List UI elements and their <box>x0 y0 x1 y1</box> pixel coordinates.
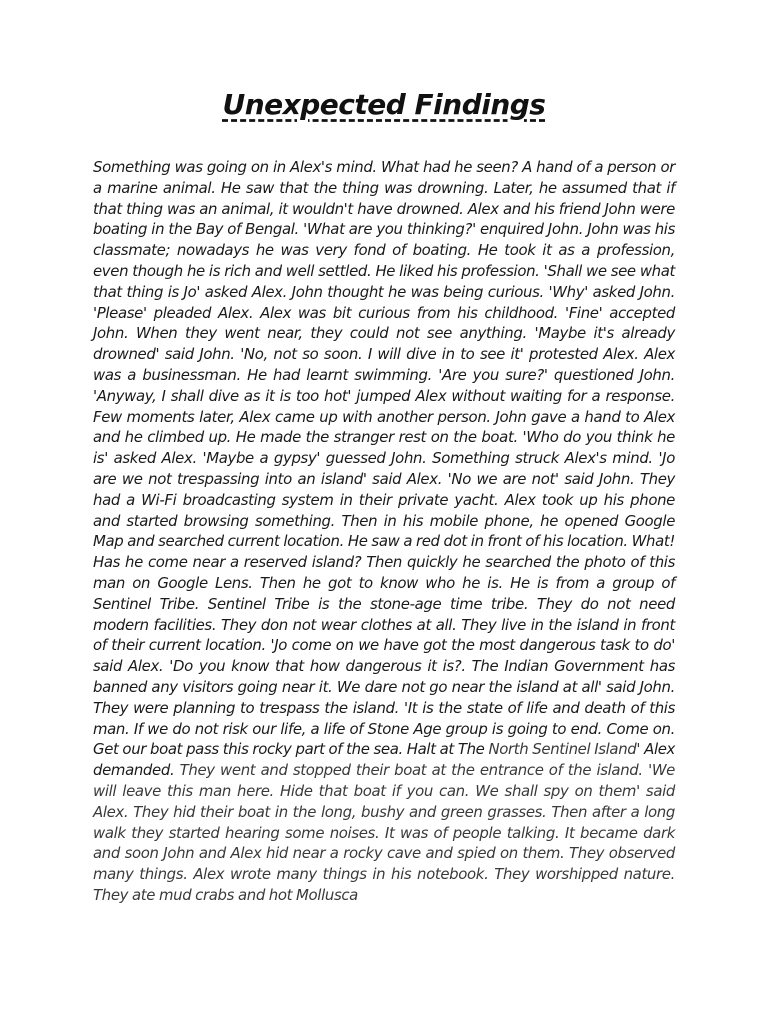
paragraph-text-demand: Alex demanded. <box>93 740 676 780</box>
page-title: Unexpected Findings <box>222 88 546 121</box>
paragraph-text: Something was going on in Alex's mind. What had he seen? A hand of a person or a marine animal. He saw that the thing was drowning. Later, he assumed that if that thing was an animal, it wouldn't have drowned. Alex and his friend John were boating in the Bay of Bengal. 'What are you thinking?' enquired John. John was his classmate; nowadays he was very fond of boating. He took it as a profession, even though he is rich and well settled. He liked his profession. 'Shall we see what that thing is Jo' asked Alex. John thought he was being curious. 'Why' asked John. 'Please' pleaded Alex. Alex was bit curious from his childhood. 'Fine' accepted John. When they went near, they could not see anything. 'Maybe it's already drowned' said John. 'No, not so soon. I will dive in to see it' protested Alex. Alex was a businessman. He had learnt swimming. 'Are you sure?' questioned John. 'Anyway, I shall dive as it is too hot' jumped Alex without waiting for a response. Few moments later, Alex came up with another person. John gave a hand to Alex and he climbed up. He made the stranger rest on the boat. 'Who do you think he is' asked Alex. 'Maybe a gypsy' guessed John. Something struck Alex's mind. 'Jo are we not trespassing into an island' said Alex. 'No we are not' said John. They had a Wi-Fi broadcasting system in their private yacht. Alex took up his phone and started browsing something. Then in his mobile phone, he opened Google Map and searched current location. He saw a red dot in front of his location. What! Has he come near a reserved island? Then quickly he searched the photo of this man on Google Lens. Then he got to know who he is. He is from a group of Sentinel Tribe. Sentinel Tribe is the stone-age time tribe. They do not need modern facilities. They don not wear clothes at all. They live in the island in front of their current location. 'Jo come on we have got the most dangerous task to do' said Alex. 'Do you know that how dangerous it is?. The Indian Government has banned any visitors going near it. We dare not go near the island at all' said John. They were planning to trespass the island. 'It is the state of life and death of this man. If we do not risk our life, a life of Stone Age group is going to end. Come on. Get our boat pass this rocky part of the sea. Halt at The <box>93 158 676 759</box>
story-paragraph <box>93 157 675 906</box>
paragraph-text-place: North Sentinel Island' <box>488 740 641 759</box>
paragraph-text-continued: They went and stopped their boat at the entrance of the island. 'We will leave this man here. Hide that boat if you can. We shall spy on them' said Alex. They hid their boat in the long, bushy and green grasses. Then after a long walk they started hearing some noises. It was of people talking. It became dark and soon John and Alex hid near a rocky cave and spied on them. They observed many things. Alex wrote many things in his notebook. They worshipped nature. They ate mud crabs and hot Mollusca <box>93 761 675 904</box>
